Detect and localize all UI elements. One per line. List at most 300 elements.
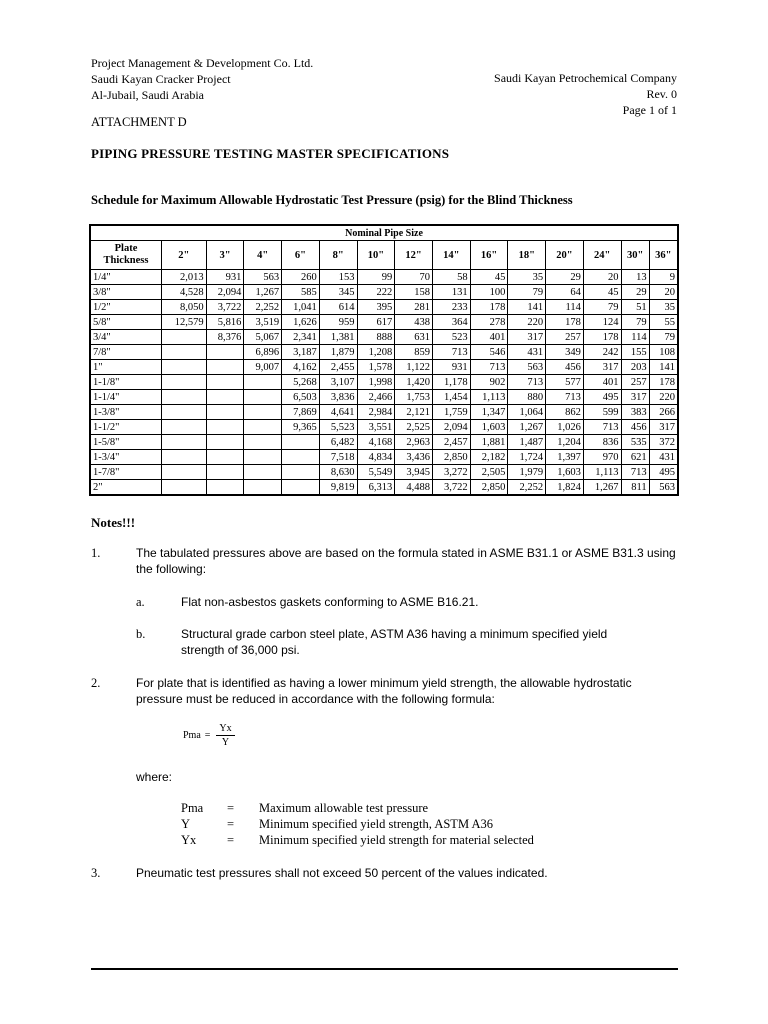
pressure-cell: 266 [649,405,678,420]
definition-description: Maximum allowable test pressure [259,801,429,815]
pressure-cell: 222 [357,285,395,300]
pressure-cell: 9 [649,270,678,285]
pressure-cell: 260 [282,270,320,285]
pressure-cell: 1,824 [546,480,584,496]
pressure-cell: 1,420 [395,375,433,390]
notes-heading: Notes!!! [91,515,136,530]
client-name: Saudi Kayan Petrochemical Company [494,71,677,85]
pressure-cell [162,375,207,390]
pressure-cell [206,420,244,435]
pressure-cell: 220 [649,390,678,405]
pipe-size-header: 18" [508,241,546,270]
pressure-cell: 1,381 [319,330,357,345]
pressure-cell: 1,267 [508,420,546,435]
plate-thickness-cell: 1/2" [90,300,162,315]
pressure-cell: 345 [319,285,357,300]
definitions-list [181,800,534,848]
pressure-cell: 1,753 [395,390,433,405]
pressure-cell: 4,641 [319,405,357,420]
pressure-cell: 2,850 [470,480,508,496]
pressure-cell [244,450,282,465]
plate-thickness-cell: 1/4" [90,270,162,285]
pressure-cell: 257 [546,330,584,345]
definition-equals: = [227,817,235,831]
header-left [91,55,313,103]
pipe-size-header: 6" [282,241,320,270]
pressure-cell [206,360,244,375]
pressure-cell: 29 [621,285,649,300]
pressure-cell: 1,064 [508,405,546,420]
pressure-cell: 1,347 [470,405,508,420]
formula-lhs: Pma [183,730,201,741]
pressure-cell: 8,630 [319,465,357,480]
pressure-cell: 79 [583,300,621,315]
attachment-label: ATTACHMENT D [91,115,187,129]
pressure-cell: 2,963 [395,435,433,450]
note-1a-number: a. [136,595,145,609]
pressure-cell: 2,252 [244,300,282,315]
pressure-cell [162,360,207,375]
document-title: PIPING PRESSURE TESTING MASTER SPECIFICATIONS [91,146,450,161]
pressure-cell: 1,979 [508,465,546,480]
pressure-cell: 931 [432,360,470,375]
pressure-cell: 35 [508,270,546,285]
pressure-cell: 713 [432,345,470,360]
pipe-size-header: 2" [162,241,207,270]
pressure-cell: 577 [546,375,584,390]
pressure-cell: 3,107 [319,375,357,390]
table-row [90,435,678,450]
definition-row [181,816,534,832]
pressure-cell: 713 [583,420,621,435]
pressure-cell [282,450,320,465]
note-3-number: 3. [91,866,101,880]
pressure-cell: 7,518 [319,450,357,465]
pressure-cell [244,405,282,420]
pressure-cell: 3,722 [432,480,470,496]
pipe-size-header: 14" [432,241,470,270]
definition-row [181,800,534,816]
pressure-cell: 1,578 [357,360,395,375]
table-row [90,375,678,390]
pressure-cell [162,450,207,465]
pressure-cell: 585 [282,285,320,300]
pressure-cell [206,405,244,420]
definition-symbol: Pma [181,801,204,815]
definition-symbol: Y [181,817,191,831]
plate-thickness-cell: 1-3/4" [90,450,162,465]
formula-numerator: Yx [216,722,234,736]
pressure-cell: 3,272 [432,465,470,480]
pressure-cell: 203 [621,360,649,375]
pressure-cell: 141 [649,360,678,375]
revision: Rev. 0 [646,87,677,101]
pressure-cell [206,345,244,360]
table-row [90,315,678,330]
pressure-cell [244,465,282,480]
pressure-cell: 2,182 [470,450,508,465]
pressure-cell: 3,187 [282,345,320,360]
pressure-cell: 1,487 [508,435,546,450]
plate-thickness-cell: 1-7/8" [90,465,162,480]
page-number: Page 1 of 1 [622,103,677,117]
table-group-header-row [90,225,678,241]
pressure-cell: 383 [621,405,649,420]
plate-thickness-cell: 1-3/8" [90,405,162,420]
pressure-cell: 13 [621,270,649,285]
pressure-cell: 3,945 [395,465,433,480]
company-name: Project Management & Development Co. Ltd. [91,56,314,70]
plate-thickness-cell: 1-1/8" [90,375,162,390]
definition-equals: = [227,801,235,815]
pressure-cell: 9,365 [282,420,320,435]
pressure-cell [206,450,244,465]
pressure-cell: 1,178 [432,375,470,390]
pipe-size-header: 12" [395,241,433,270]
table-row [90,420,678,435]
pressure-cell: 178 [546,315,584,330]
pressure-cell: 546 [470,345,508,360]
pressure-cell [162,390,207,405]
pressure-cell: 108 [649,345,678,360]
pressure-cell: 5,549 [357,465,395,480]
pipe-size-header: 8" [319,241,357,270]
pipe-size-header: 24" [583,241,621,270]
table-row [90,465,678,480]
pressure-cell: 153 [319,270,357,285]
pressure-cell: 2,121 [395,405,433,420]
pressure-cell: 12,579 [162,315,207,330]
pressure-cell: 100 [470,285,508,300]
table-row [90,285,678,300]
pipe-size-header: 36" [649,241,678,270]
pressure-cell: 617 [357,315,395,330]
pressure-cell: 4,488 [395,480,433,496]
table-row [90,330,678,345]
pressure-cell: 9,819 [319,480,357,496]
definition-description: Minimum specified yield strength, ASTM A36 [259,817,494,831]
footer-rule [91,968,678,970]
pressure-cell: 178 [583,330,621,345]
pressure-cell: 3,836 [319,390,357,405]
plate-thickness-cell: 3/4" [90,330,162,345]
pressure-cell: 713 [621,465,649,480]
pressure-cell: 20 [583,270,621,285]
pressure-cell: 349 [546,345,584,360]
pressure-cell: 3,436 [395,450,433,465]
pressure-cell [206,480,244,496]
pressure-cell [244,480,282,496]
pressure-cell [244,375,282,390]
formula-fraction [216,722,234,749]
pressure-cell: 395 [357,300,395,315]
pressure-cell: 5,523 [319,420,357,435]
note-1b-number: b. [136,627,146,641]
note-3-text: Pneumatic test pressures shall not exceed 50 percent of the values indicated. [136,866,548,880]
formula-denominator: Y [221,737,230,748]
pressure-cell: 535 [621,435,649,450]
pressure-cell: 2,094 [432,420,470,435]
pressure-cell: 131 [432,285,470,300]
pressure-cell: 1,626 [282,315,320,330]
pressure-cell: 631 [395,330,433,345]
pressure-cell: 45 [583,285,621,300]
pressure-cell: 563 [244,270,282,285]
pressure-cell: 6,482 [319,435,357,450]
pressure-cell: 242 [583,345,621,360]
pressure-cell [244,420,282,435]
note-1a-text: Flat non-asbestos gaskets conforming to ASME B16.21. [181,595,479,609]
pressure-cell: 495 [583,390,621,405]
plate-thickness-cell: 5/8" [90,315,162,330]
pressure-cell: 55 [649,315,678,330]
pressure-cell: 99 [357,270,395,285]
pipe-size-header: 3" [206,241,244,270]
pressure-cell: 45 [470,270,508,285]
pressure-cell: 431 [649,450,678,465]
definition-description: Minimum specified yield strength for material selected [259,833,534,847]
location: Al-Jubail, Saudi Arabia [91,88,204,102]
pressure-cell: 1,204 [546,435,584,450]
pressure-cell: 713 [470,360,508,375]
definition-symbol: Yx [181,833,197,847]
pressure-cell: 1,454 [432,390,470,405]
pressure-cell: 114 [621,330,649,345]
pressure-cell [282,435,320,450]
plate-thickness-cell: 1-1/4" [90,390,162,405]
pressure-cell: 158 [395,285,433,300]
pressure-cell: 79 [649,330,678,345]
pressure-table-wrapper [89,224,679,496]
pressure-cell: 4,834 [357,450,395,465]
pressure-cell [162,435,207,450]
table-row [90,300,678,315]
plate-thickness-cell: 2" [90,480,162,496]
table-title: Schedule for Maximum Allowable Hydrostatic Test Pressure (psig) for the Blind Thickness [91,193,573,207]
formula-equals: = [204,730,211,741]
pressure-cell: 1,113 [583,465,621,480]
pressure-cell: 257 [621,375,649,390]
pressure-cell [244,390,282,405]
table-column-header-row [90,241,678,270]
pressure-cell: 2,094 [206,285,244,300]
pressure-cell: 1,208 [357,345,395,360]
table-row [90,360,678,375]
definition-row [181,832,534,848]
pressure-cell: 1,122 [395,360,433,375]
pressure-cell: 713 [508,375,546,390]
pressure-cell: 233 [432,300,470,315]
pressure-cell: 1,998 [357,375,395,390]
table-row [90,405,678,420]
pressure-cell: 317 [583,360,621,375]
pressure-cell [162,330,207,345]
pressure-cell: 1,603 [470,420,508,435]
table-body [90,270,678,496]
table-row [90,270,678,285]
pressure-cell: 1,879 [319,345,357,360]
pressure-cell: 2,252 [508,480,546,496]
pressure-cell: 2,013 [162,270,207,285]
pressure-cell: 220 [508,315,546,330]
pressure-cell: 2,505 [470,465,508,480]
pressure-cell: 1,724 [508,450,546,465]
pressure-cell: 79 [621,315,649,330]
pressure-cell: 1,881 [470,435,508,450]
pressure-cell: 2,525 [395,420,433,435]
pressure-cell: 6,896 [244,345,282,360]
table-row [90,450,678,465]
pipe-size-header: 20" [546,241,584,270]
pressure-cell: 141 [508,300,546,315]
pressure-cell: 114 [546,300,584,315]
pressure-cell: 495 [649,465,678,480]
pressure-cell: 456 [621,420,649,435]
note-2-text: For plate that is identified as having a lower minimum yield strength, the allowable hydrostatic pressure must be reduced in accordance with the following formula: [136,676,632,706]
pressure-cell: 281 [395,300,433,315]
pressure-cell: 431 [508,345,546,360]
pressure-cell: 713 [546,390,584,405]
pressure-cell: 523 [432,330,470,345]
pressure-cell [206,375,244,390]
pressure-cell: 1,267 [583,480,621,496]
pressure-cell: 58 [432,270,470,285]
pressure-cell: 880 [508,390,546,405]
pressure-cell: 959 [319,315,357,330]
pressure-cell: 6,503 [282,390,320,405]
pressure-cell [282,465,320,480]
pressure-cell: 8,050 [162,300,207,315]
pressure-cell: 79 [508,285,546,300]
pressure-cell: 1,397 [546,450,584,465]
project-name: Saudi Kayan Cracker Project [91,72,231,86]
pressure-cell: 8,376 [206,330,244,345]
plate-thickness-cell: 7/8" [90,345,162,360]
pressure-cell: 614 [319,300,357,315]
pressure-cell: 836 [583,435,621,450]
nominal-pipe-size-header: Nominal Pipe Size [90,225,678,241]
pressure-cell: 124 [583,315,621,330]
pressure-cell: 70 [395,270,433,285]
table-row [90,345,678,360]
pressure-cell: 3,551 [357,420,395,435]
pressure-cell: 317 [508,330,546,345]
definition-equals: = [227,833,235,847]
pressure-cell: 621 [621,450,649,465]
pressure-cell: 888 [357,330,395,345]
pressure-cell: 29 [546,270,584,285]
pressure-cell: 970 [583,450,621,465]
pressure-cell: 3,722 [206,300,244,315]
pressure-cell: 401 [470,330,508,345]
pressure-cell: 2,984 [357,405,395,420]
pressure-cell [162,465,207,480]
yield-formula [183,722,235,749]
pressure-cell [206,435,244,450]
pressure-cell: 5,067 [244,330,282,345]
pipe-size-header: 4" [244,241,282,270]
pressure-cell: 563 [508,360,546,375]
pressure-cell: 1,603 [546,465,584,480]
pressure-cell: 401 [583,375,621,390]
pressure-cell: 2,455 [319,360,357,375]
pressure-cell: 5,268 [282,375,320,390]
pressure-cell [162,420,207,435]
plate-thickness-cell: 1-1/2" [90,420,162,435]
pressure-cell: 35 [649,300,678,315]
pressure-cell: 9,007 [244,360,282,375]
pressure-cell: 4,162 [282,360,320,375]
note-1-number: 1. [91,546,101,560]
pressure-cell [282,480,320,496]
pressure-cell: 859 [395,345,433,360]
plate-thickness-cell: 1-5/8" [90,435,162,450]
pressure-cell: 372 [649,435,678,450]
note-2-number: 2. [91,676,101,690]
pressure-cell [162,480,207,496]
pressure-cell: 438 [395,315,433,330]
pressure-cell: 931 [206,270,244,285]
pressure-cell [162,405,207,420]
pipe-size-header: 30" [621,241,649,270]
table-row [90,480,678,496]
pressure-cell: 1,759 [432,405,470,420]
pipe-size-header: 16" [470,241,508,270]
pressure-cell: 1,026 [546,420,584,435]
pressure-cell: 64 [546,285,584,300]
pressure-cell: 2,341 [282,330,320,345]
pressure-cell: 902 [470,375,508,390]
pressure-cell: 862 [546,405,584,420]
plate-thickness-cell: 3/8" [90,285,162,300]
pressure-cell: 2,457 [432,435,470,450]
pressure-cell: 4,528 [162,285,207,300]
plate-thickness-cell: 1" [90,360,162,375]
pressure-cell: 364 [432,315,470,330]
pressure-cell: 7,869 [282,405,320,420]
pressure-cell: 6,313 [357,480,395,496]
pressure-cell: 178 [649,375,678,390]
pressure-cell: 278 [470,315,508,330]
pressure-cell: 2,850 [432,450,470,465]
pressure-cell [162,345,207,360]
pressure-cell: 4,168 [357,435,395,450]
pressure-cell: 5,816 [206,315,244,330]
pressure-cell: 563 [649,480,678,496]
note-1-text: The tabulated pressures above are based on the formula stated in ASME B31.1 or ASME B31.3 using the following: [136,546,676,576]
pressure-cell: 1,267 [244,285,282,300]
pressure-cell: 317 [621,390,649,405]
pressure-cell: 20 [649,285,678,300]
header-right [494,70,677,118]
pressure-cell: 599 [583,405,621,420]
pressure-cell: 317 [649,420,678,435]
pipe-size-header: 10" [357,241,395,270]
pressure-cell [206,465,244,480]
note-1b-text: Structural grade carbon steel plate, ASTM A36 having a minimum specified yield strength of 36,000 psi. [181,627,608,657]
pressure-cell: 51 [621,300,649,315]
pressure-cell: 3,519 [244,315,282,330]
pressure-table [89,224,679,496]
pressure-cell [244,435,282,450]
pressure-cell: 2,466 [357,390,395,405]
where-label: where: [136,770,173,784]
table-row [90,390,678,405]
pressure-cell: 1,041 [282,300,320,315]
plate-thickness-header: Plate Thickness [90,241,162,270]
pressure-cell: 1,113 [470,390,508,405]
pressure-cell [206,390,244,405]
